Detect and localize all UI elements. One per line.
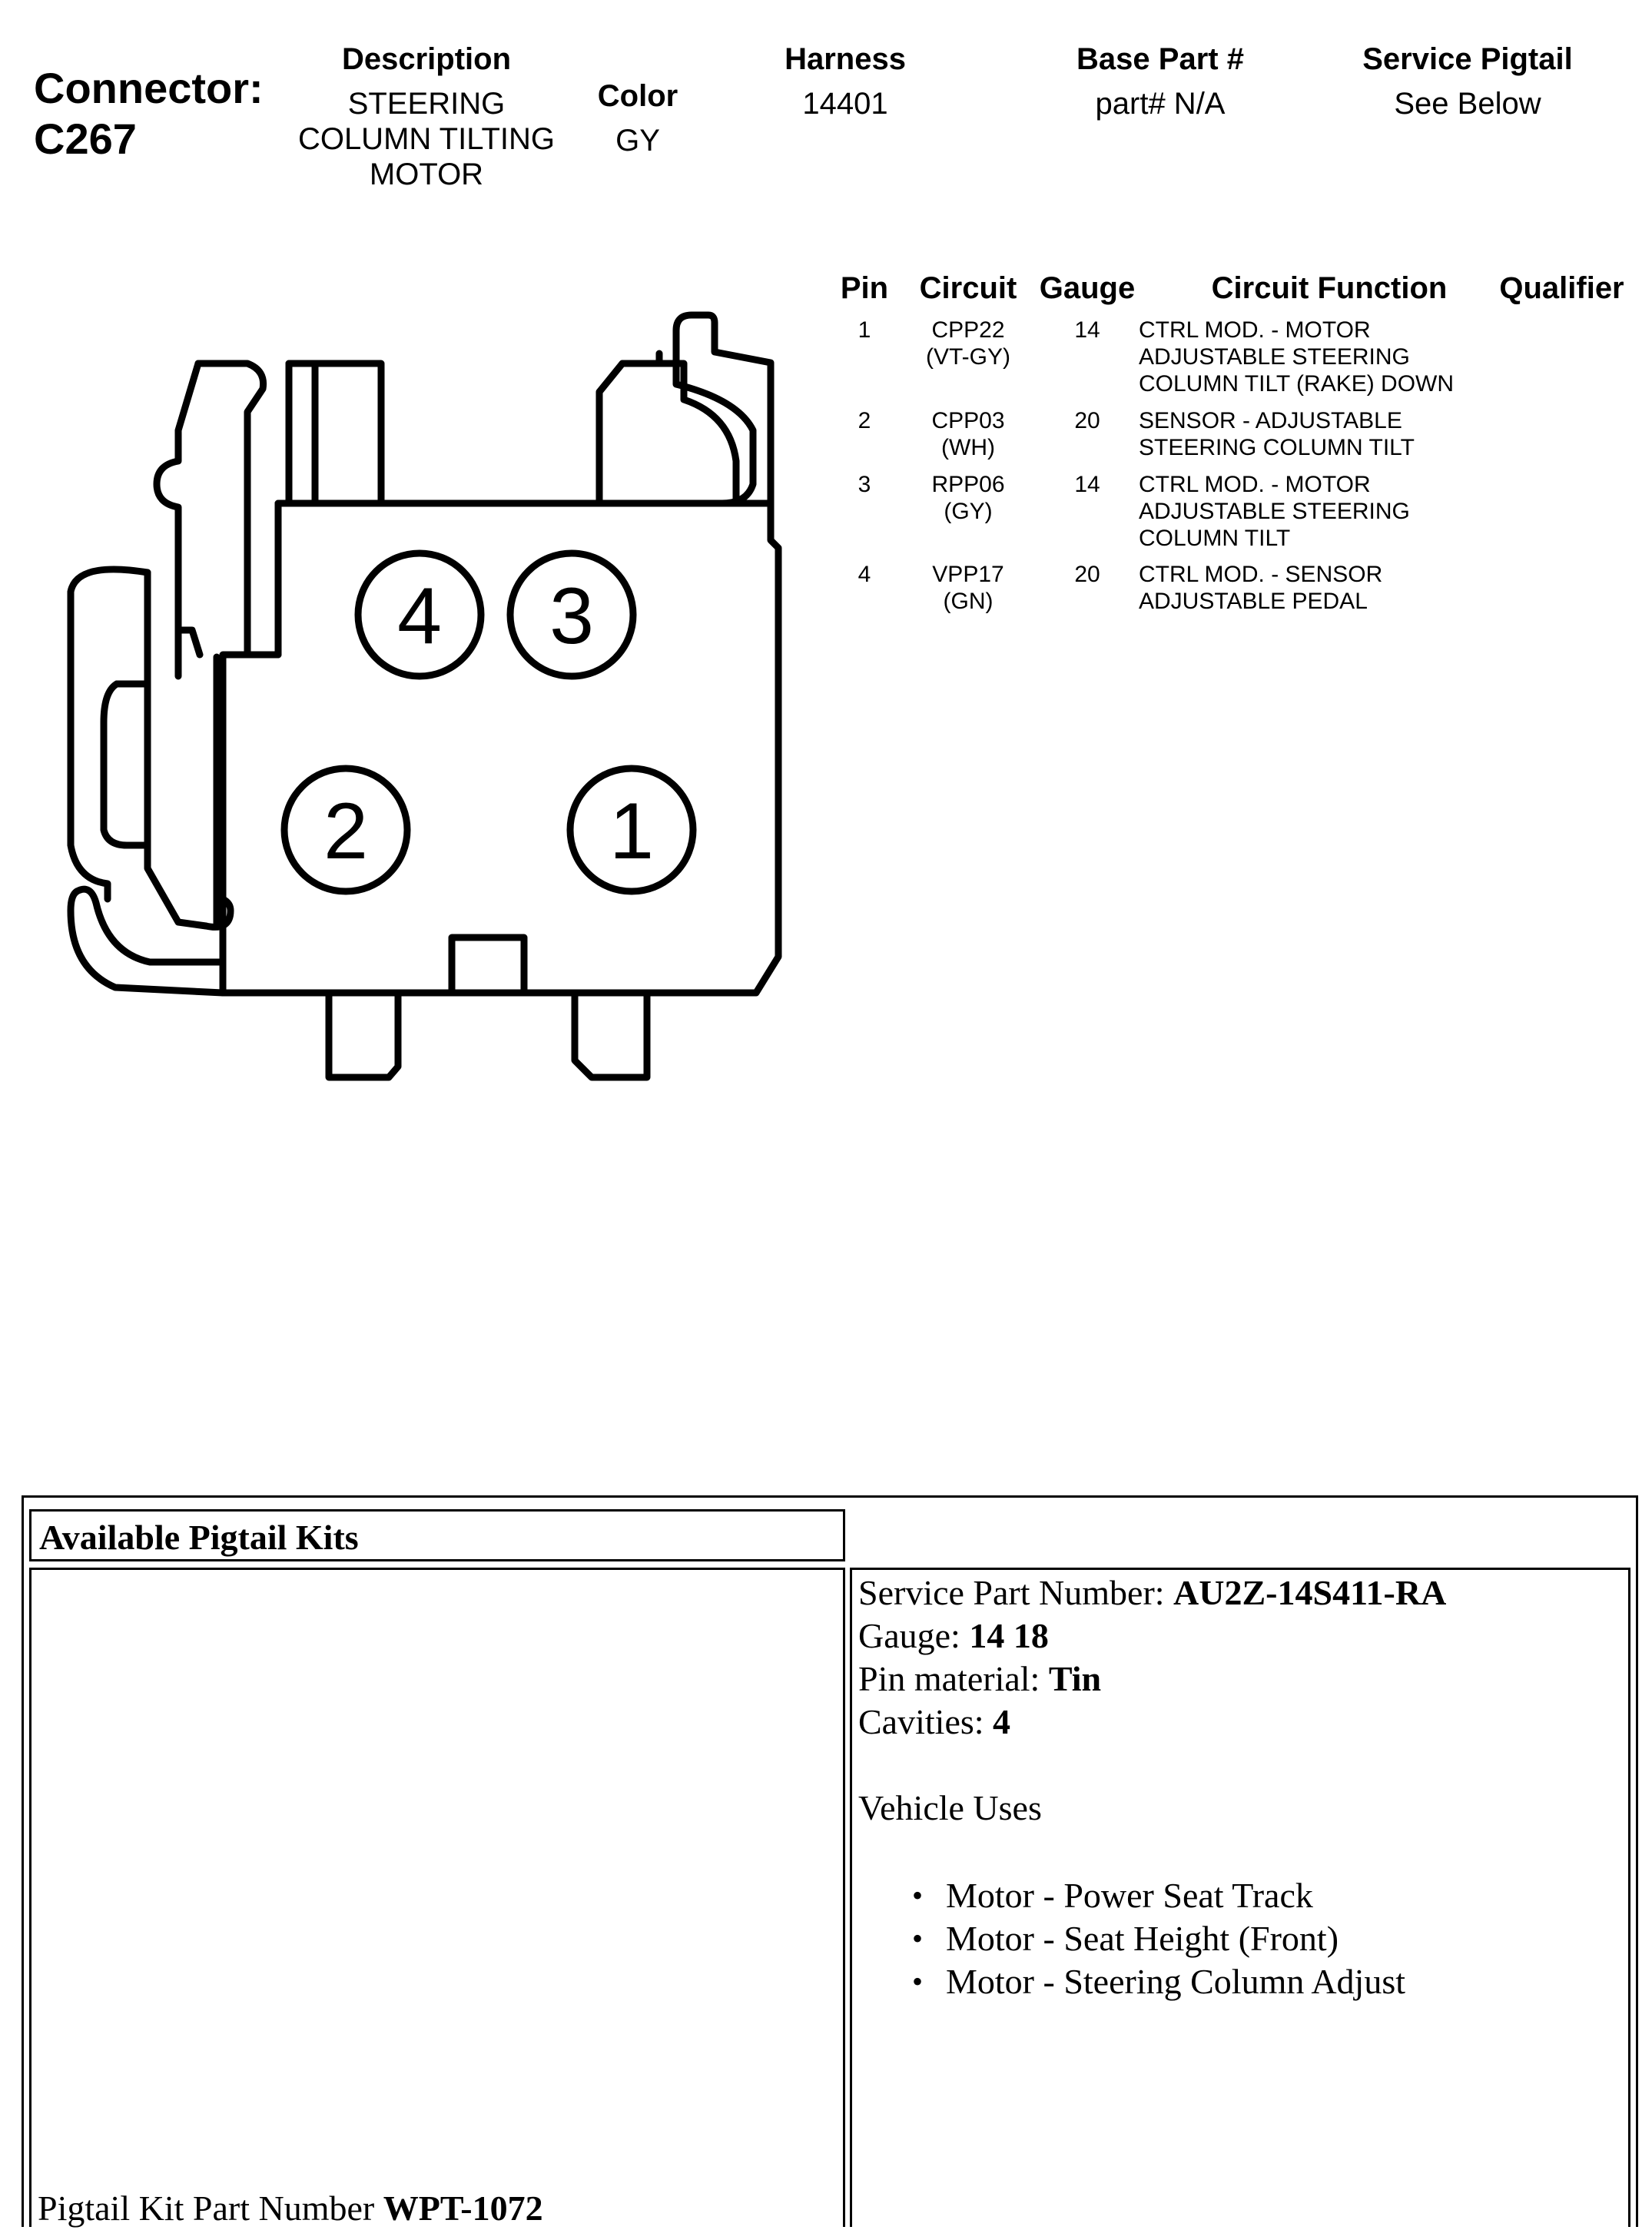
list-item: • Motor - Power Seat Track bbox=[906, 1874, 1622, 1917]
pin-table bbox=[830, 270, 1644, 624]
pin-material-label: Pin material: bbox=[858, 1659, 1049, 1698]
cavities-label: Cavities: bbox=[858, 1702, 994, 1741]
pigtail-kit-part-number bbox=[38, 2187, 543, 2230]
qualifier-header: Qualifier bbox=[1499, 271, 1624, 305]
vehicle-uses-list bbox=[906, 1874, 1622, 2003]
gauge-header: Gauge bbox=[1039, 271, 1136, 305]
gauge-line bbox=[858, 1614, 1622, 1658]
service-part-value: AU2Z-14S411-RA bbox=[1173, 1573, 1447, 1612]
circuit-color: (GN) bbox=[943, 589, 994, 614]
pigtail-kits-title-cell bbox=[29, 1509, 845, 1561]
circuit-color: (VT-GY) bbox=[926, 344, 1010, 370]
wire-gauge: 14 bbox=[1074, 317, 1100, 343]
pin-number: 4 bbox=[858, 562, 871, 587]
harness-value: 14401 bbox=[802, 87, 888, 121]
pin-material-line bbox=[858, 1658, 1622, 1701]
pin-number: 3 bbox=[858, 472, 871, 497]
connector-label: Connector: bbox=[34, 64, 264, 112]
harness-column bbox=[738, 41, 953, 121]
color-column bbox=[569, 78, 707, 158]
pigtail-kit-image-cell bbox=[29, 1568, 845, 2227]
pin-material-value: Tin bbox=[1048, 1659, 1102, 1698]
list-item: • Motor - Seat Height (Front) bbox=[906, 1917, 1622, 1960]
vehicle-uses-heading: Vehicle Uses bbox=[858, 1788, 1042, 1827]
circuit-function: STEERING COLUMN TILT bbox=[1139, 435, 1415, 460]
cavity-label: 4 bbox=[397, 572, 442, 661]
circuit-header: Circuit bbox=[919, 271, 1017, 305]
service-pigtail-value: See Below bbox=[1394, 87, 1541, 121]
color-heading: Color bbox=[597, 79, 678, 113]
gauge-value: 14 18 bbox=[969, 1616, 1049, 1655]
circuit-code: RPP06 bbox=[931, 472, 1005, 497]
circuit-function: CTRL MOD. - MOTOR bbox=[1139, 317, 1371, 343]
gauge-label: Gauge: bbox=[858, 1616, 970, 1655]
connector-face-diagram bbox=[0, 292, 807, 1091]
connector-heading bbox=[34, 63, 264, 164]
circuit-code: VPP17 bbox=[932, 562, 1004, 587]
circuit-color: (GY) bbox=[944, 499, 993, 524]
circuit-function: ADJUSTABLE PEDAL bbox=[1139, 589, 1368, 614]
base-part-value: part# N/A bbox=[1095, 87, 1226, 121]
base-part-column bbox=[1030, 41, 1291, 121]
service-part-line bbox=[858, 1571, 1622, 1614]
cavities-value: 4 bbox=[993, 1702, 1011, 1741]
circuit-function: COLUMN TILT (RAKE) DOWN bbox=[1139, 371, 1455, 397]
description-column bbox=[277, 41, 576, 192]
pigtail-details-cell bbox=[850, 1568, 1630, 2227]
pin-number: 1 bbox=[858, 317, 871, 343]
description-line: COLUMN TILTING bbox=[297, 122, 556, 156]
circuit-function: COLUMN TILT bbox=[1139, 526, 1291, 551]
circuit-function: CTRL MOD. - SENSOR bbox=[1139, 562, 1383, 587]
connector-id: C267 bbox=[34, 114, 137, 163]
description-line: STEERING bbox=[347, 87, 506, 121]
color-value: GY bbox=[615, 124, 660, 158]
base-part-heading: Base Part # bbox=[1076, 42, 1244, 76]
circuit-function: ADJUSTABLE STEERING bbox=[1139, 499, 1410, 524]
pigtail-kits-title: Available Pigtail Kits bbox=[39, 1518, 359, 1557]
circuit-function: ADJUSTABLE STEERING bbox=[1139, 344, 1410, 370]
description-heading: Description bbox=[341, 42, 512, 76]
function-header: Circuit Function bbox=[1211, 271, 1448, 305]
circuit-code: CPP03 bbox=[931, 408, 1005, 433]
cavity-label: 3 bbox=[549, 572, 594, 661]
wire-gauge: 14 bbox=[1074, 472, 1100, 497]
circuit-function: SENSOR - ADJUSTABLE bbox=[1139, 408, 1402, 433]
kit-part-value: WPT-1072 bbox=[383, 2189, 543, 2228]
circuit-function: CTRL MOD. - MOTOR bbox=[1139, 472, 1371, 497]
cavities-line bbox=[858, 1701, 1622, 1744]
circuit-code: CPP22 bbox=[931, 317, 1005, 343]
description-line: MOTOR bbox=[369, 158, 484, 191]
pin-header: Pin bbox=[840, 271, 889, 305]
service-pigtail-heading: Service Pigtail bbox=[1362, 42, 1573, 76]
cavity-label: 2 bbox=[323, 787, 368, 876]
service-pigtail-column bbox=[1322, 41, 1614, 121]
pin-number: 2 bbox=[858, 408, 871, 433]
wire-gauge: 20 bbox=[1074, 408, 1100, 433]
service-part-label: Service Part Number: bbox=[858, 1573, 1174, 1612]
kit-part-label: Pigtail Kit Part Number bbox=[38, 2189, 383, 2228]
cavity-label: 1 bbox=[609, 787, 654, 876]
harness-heading: Harness bbox=[785, 42, 906, 76]
list-item: • Motor - Steering Column Adjust bbox=[906, 1960, 1622, 2003]
circuit-color: (WH) bbox=[941, 435, 995, 460]
wire-gauge: 20 bbox=[1074, 562, 1100, 587]
